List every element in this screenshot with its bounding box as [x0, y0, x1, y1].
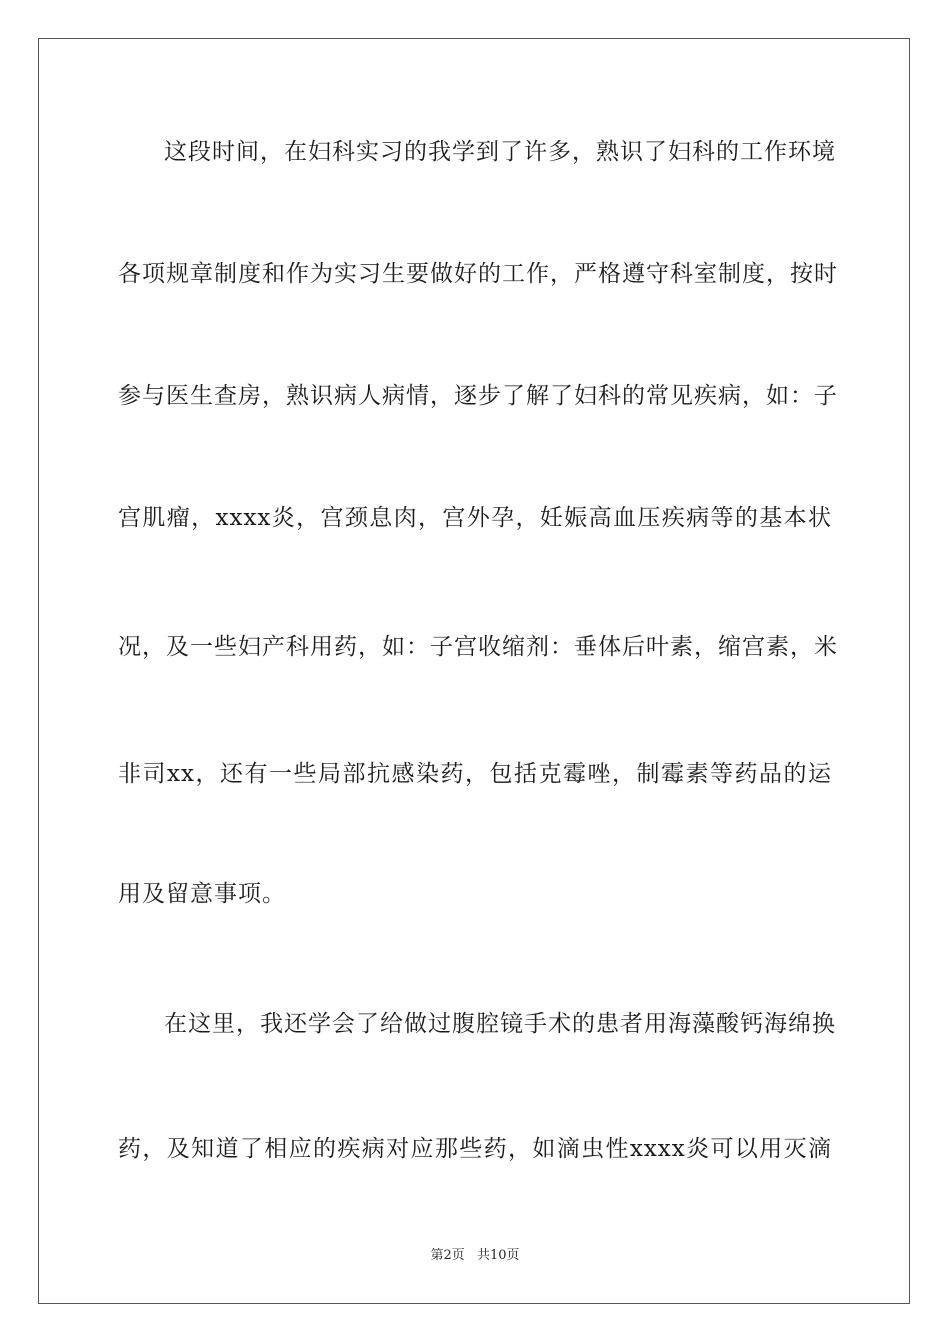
text-line: 各项规章制度和作为实习生要做好的工作，严格遵守科室制度，按时	[118, 261, 838, 287]
page-footer	[0, 1247, 950, 1265]
text-line: 参与医生查房，熟识病人病情，逐步了解了妇科的常见疾病，如：子	[118, 383, 838, 409]
text-line: 用及留意事项。	[118, 881, 286, 907]
text-line: 这段时间，在妇科实习的我学到了许多，熟识了妇科的工作环境	[164, 139, 836, 165]
text-line: 宫肌瘤，xxxx炎，宫颈息肉，宫外孕，妊娠高血压疾病等的基本状	[118, 505, 832, 531]
text-line: 况，及一些妇产科用药，如：子宫收缩剂：垂体后叶素，缩宫素，米	[118, 634, 838, 660]
text-line: 非司xx，还有一些局部抗感染药，包括克霉唑，制霉素等药品的运	[118, 761, 832, 787]
page-border	[38, 38, 910, 1304]
text-line: 药，及知道了相应的疾病对应那些药，如滴虫性xxxx炎可以用灭滴	[118, 1136, 832, 1162]
page-number: 第2页	[430, 1248, 465, 1263]
text-line: 在这里，我还学会了给做过腹腔镜手术的患者用海藻酸钙海绵换	[164, 1011, 836, 1037]
page-total: 共10页	[476, 1248, 520, 1263]
